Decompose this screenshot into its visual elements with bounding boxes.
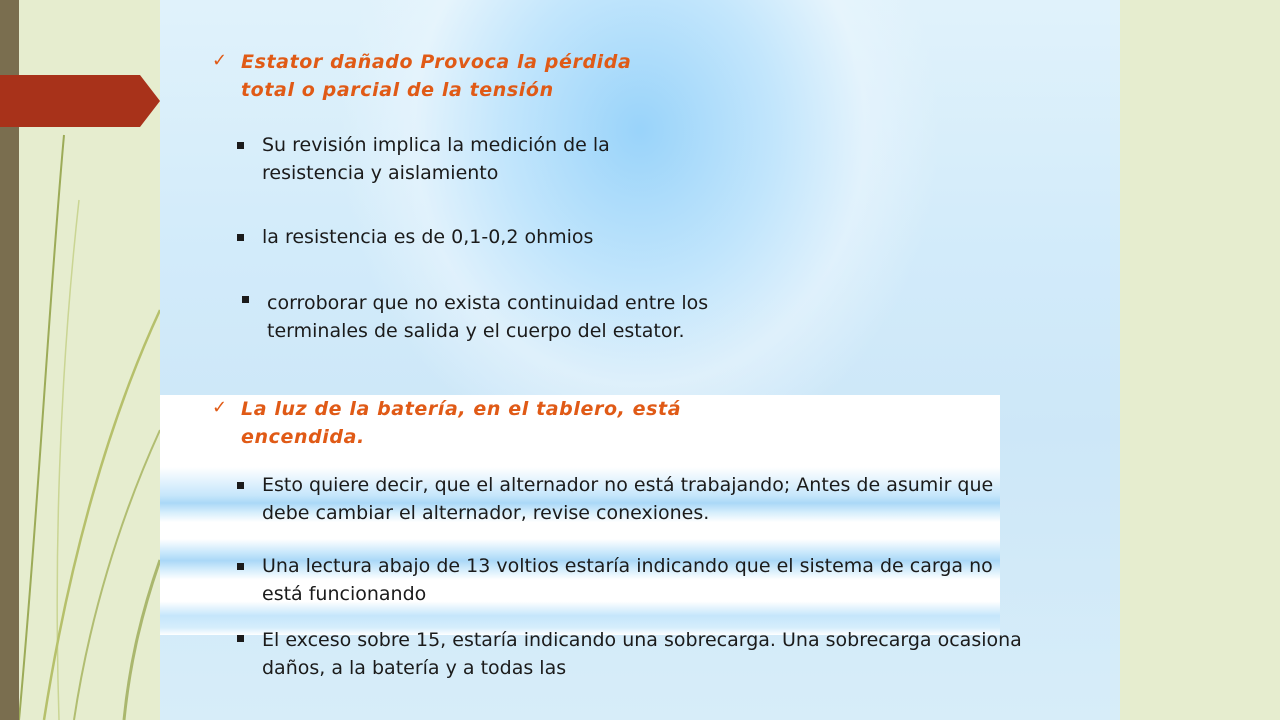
accent-tab — [0, 75, 160, 127]
section1-bullet-3: corroborar que no exista continuidad entre los terminales de salida y el cuerpo del estator. — [267, 292, 709, 342]
slide-content — [160, 0, 1120, 720]
section2-bullet-3: El exceso sobre 15, estaría indicando una sobrecarga. Una sobrecarga ocasiona daños, a la batería y a todas las — [262, 629, 1022, 679]
section2-heading: La luz de la batería, en el tablero, está encendida. — [241, 398, 682, 448]
square-bullet-icon — [237, 482, 244, 489]
square-bullet-icon — [237, 635, 244, 642]
square-bullet-icon — [237, 142, 244, 149]
section2-bullet-2: Una lectura abajo de 13 voltios estaría indicando que el sistema de carga no está funcionando — [262, 555, 993, 605]
right-margin — [1120, 0, 1280, 720]
section2-bullet-1: Esto quiere decir, que el alternador no está trabajando; Antes de asumir que debe cambiar el alternador, revise conexiones. — [262, 474, 994, 524]
square-bullet-icon — [237, 563, 244, 570]
section1-bullet-2: la resistencia es de 0,1-0,2 ohmios — [262, 226, 594, 248]
checkmark-icon: ✓ — [212, 50, 228, 71]
section1-heading: Estator dañado Provoca la pérdida total o parcial de la tensión — [241, 51, 632, 101]
square-bullet-icon — [237, 234, 244, 241]
checkmark-icon: ✓ — [212, 397, 228, 418]
section1-bullet-1: Su revisión implica la medición de la resistencia y aislamiento — [262, 134, 610, 184]
square-bullet-icon — [242, 296, 249, 303]
